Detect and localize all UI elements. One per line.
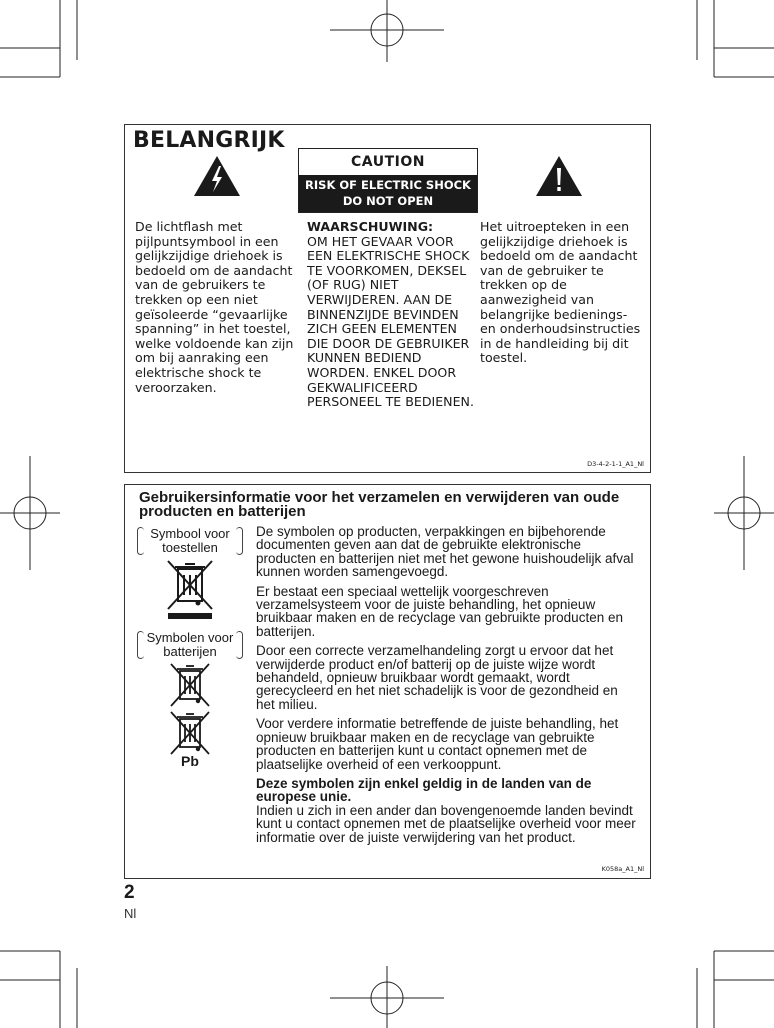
caution-line-2: DO NOT OPEN (342, 194, 434, 208)
warning-text: OM HET GEVAAR VOOR EEN ELEKTRISCHE SHOCK TE VOORKOMEN, DEKSEL (OF RUG) NIET VERWIJDEREN. AAN DE BINNENZIJDE BEVINDEN ZICH GEEN ELEMENTEN DIE DOOR DE GEBRUIKER KUNNEN BEDIEND WORDEN. ENKEL DOOR GEKWALIFICEERD PERSONEEL TE BEDIENEN. (307, 233, 474, 410)
disposal-reference-code: K058a_A1_Nl (601, 865, 644, 873)
disposal-paragraph-2: Er bestaat een speciaal wettelijk voorgeschreven verzamelsysteem voor de juiste behandling, het opnieuw bruikbaar maken en de recyclage van gebruikte producten en batterijen. (256, 583, 623, 639)
page-number: 2 (124, 882, 135, 903)
disposal-text (256, 525, 640, 850)
warning-heading: WAARSCHUWING: (307, 219, 434, 234)
lightning-warning-icon (193, 155, 241, 197)
symbols-column (133, 525, 247, 769)
disposal-paragraph-3: Door een correcte verzamelhandeling zorgt u ervoor dat het verwijderde product en/of batterij op de juiste wijze wordt behandeld, opnieuw bruikbaar wordt gemaakt, wordt gerecycleerd en het niet schadelijk is voor de gezondheid en het milieu. (256, 643, 618, 712)
lightning-explanation: De lichtflash met pijlpuntsymbool in een gelijkzijdige driehoek is bedoeld om de aandacht van de gebruikers te trekken op een niet geïsoleerde “gevaarlijke spanning” in het toestel, welke voldoende kan zijn om bij aanraking een elektrische shock te veroorzaken. (135, 219, 294, 395)
disposal-paragraph-1: De symbolen op producten, verpakkingen en bijbehorende documenten geven aan dat de gebruikte elektronische producten en batterijen niet met het gewone huishoudelijk afval kunnen worden samengevoegd. (256, 524, 634, 580)
crossed-bin-device-icon (164, 557, 216, 619)
disposal-eu-note: Deze symbolen zijn enkel geldig in de landen van de europese unie. (256, 775, 592, 805)
devices-symbol-label: Symbool voor toestellen (133, 525, 247, 557)
important-box (124, 124, 651, 473)
exclamation-warning-icon (535, 155, 583, 197)
batteries-symbol-label: Symbolen voor batterijen (133, 629, 247, 661)
reference-code: D3-4-2-1-1_A1_Nl (587, 460, 644, 468)
disposal-paragraph-4: Voor verdere informatie betreffende de juiste behandling, het opnieuw bruikbaar maken en de recyclage van gebruikte producten en batterijen kunt u contact opnemen met de plaatselijke overheid of een verkooppunt. (256, 716, 619, 772)
caution-label (298, 148, 478, 213)
lead-symbol: Pb (181, 753, 199, 769)
caution-line-1: RISK OF ELECTRIC SHOCK (305, 178, 471, 192)
caution-title: CAUTION (351, 154, 425, 170)
warning-text-column (307, 220, 477, 410)
crossed-bin-battery-pb-icon (168, 709, 212, 757)
important-title: BELANGRIJK (133, 128, 285, 153)
exclamation-explanation: Het uitroepteken in een gelijkzijdige driehoek is bedoeld om de aandacht van de gebruiker te trekken op de aanwezigheid van belangrijke bedienings- en onderhoudsinstructies in de handleiding bij dit toestel. (480, 219, 641, 366)
disposal-paragraph-5: Indien u zich in een ander dan bovengenoemde landen bevindt kunt u contact opnemen met de plaatselijke overheid voor meer informatie over de juiste verwijdering van het product. (256, 802, 636, 845)
disposal-title: Gebruikersinformatie voor het verzamelen en verwijderen van oude producten en batterijen (139, 489, 620, 520)
disposal-box (124, 484, 651, 879)
crossed-bin-battery-icon (168, 661, 212, 709)
caution-warning (299, 175, 477, 212)
language-code: Nl (124, 906, 137, 921)
